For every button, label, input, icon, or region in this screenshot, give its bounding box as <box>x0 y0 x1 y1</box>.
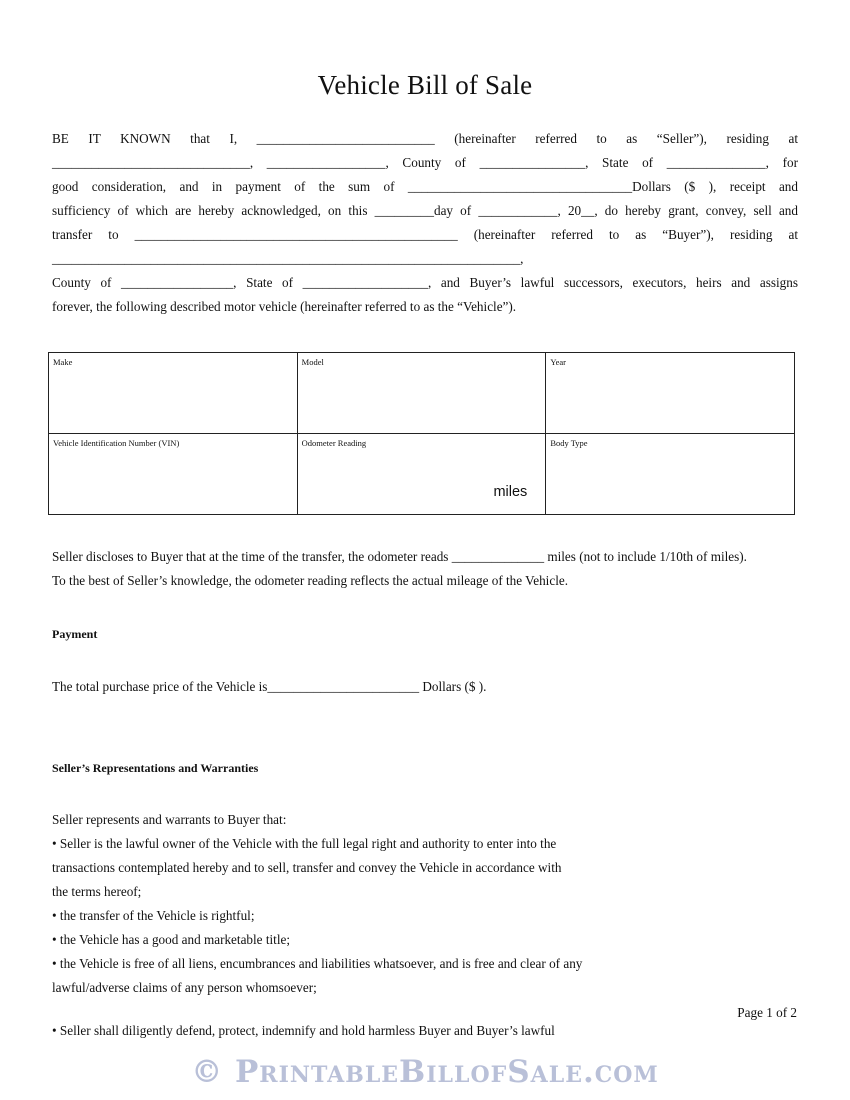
warranties-list <box>52 808 798 1000</box>
warranty-line: transactions contemplated hereby and to sell, transfer and convey the Vehicle in accordance with <box>52 860 562 875</box>
intro-line: good consideration, and in payment of the sum of __________________________________Dollars ($ ), receipt and <box>52 179 798 194</box>
intro-line: sufficiency of which are hereby acknowledged, on this _________day of ____________, 20__, do hereby grant, convey, sell and <box>52 203 798 218</box>
model-label: Model <box>301 357 324 367</box>
body-type-label: Body Type <box>550 438 588 448</box>
make-label: Make <box>53 357 73 367</box>
vin-cell[interactable] <box>49 434 298 515</box>
page-number: Page 1 of 2 <box>737 1005 797 1020</box>
warranty-line: • the Vehicle has a good and marketable title; <box>52 932 291 947</box>
warranty-line: the terms hereof; <box>52 884 142 899</box>
year-cell[interactable] <box>546 353 795 434</box>
payment-heading: Payment <box>52 627 98 641</box>
intro-line: transfer to _________________________________________________ (hereinafter referred to as “Buyer”), residing at <box>52 227 798 242</box>
intro-line: BE IT KNOWN that I, ___________________________ (hereinafter referred to as “Seller”), residing at <box>52 131 798 146</box>
warranty-line: Seller represents and warrants to Buyer that: <box>52 812 287 827</box>
odometer-cell[interactable] <box>297 434 546 515</box>
intro-paragraph <box>52 127 798 319</box>
odometer-line: To the best of Seller’s knowledge, the odometer reading reflects the actual mileage of the Vehicle. <box>52 573 569 588</box>
miles-label: miles <box>493 484 528 500</box>
odometer-label: Odometer Reading <box>301 438 367 448</box>
warranty-line: • the transfer of the Vehicle is rightful; <box>52 908 255 923</box>
vehicle-details-table <box>48 352 795 515</box>
model-cell[interactable] <box>297 353 546 434</box>
payment-text: The total purchase price of the Vehicle is_______________________ Dollars ($ ). <box>52 679 487 694</box>
odometer-line: Seller discloses to Buyer that at the time of the transfer, the odometer reads ______________ miles (not to include 1/10th of miles). <box>52 549 747 564</box>
intro-line: County of _________________, State of ___________________, and Buyer’s lawful successors, executors, heirs and assigns <box>52 275 798 290</box>
intro-line: _______________________________________________________________________, <box>52 251 524 266</box>
make-cell[interactable] <box>49 353 298 434</box>
warranty-line: • the Vehicle is free of all liens, encumbrances and liabilities whatsoever, and is free and clear of any <box>52 956 583 971</box>
document-title: Vehicle Bill of Sale <box>317 70 533 100</box>
year-label: Year <box>550 357 566 367</box>
warranty-line: • Seller is the lawful owner of the Vehicle with the full legal right and authority to enter into the <box>52 836 557 851</box>
intro-line: forever, the following described motor vehicle (hereinafter referred to as the “Vehicle”). <box>52 299 517 314</box>
warranty-line: lawful/adverse claims of any person whomsoever; <box>52 980 317 995</box>
intro-line: ______________________________, __________________, County of ________________, State of _______________, for <box>52 155 798 170</box>
odometer-disclosure <box>52 545 798 593</box>
last-warranty-line: • Seller shall diligently defend, protect, indemnify and hold harmless Buyer and Buyer’s lawful <box>52 1023 555 1038</box>
body-type-cell[interactable] <box>546 434 795 515</box>
watermark: © PrintableBillofSale.com <box>191 1054 659 1090</box>
vin-label: Vehicle Identification Number (VIN) <box>53 438 180 448</box>
warranties-heading: Seller’s Representations and Warranties <box>52 761 259 775</box>
